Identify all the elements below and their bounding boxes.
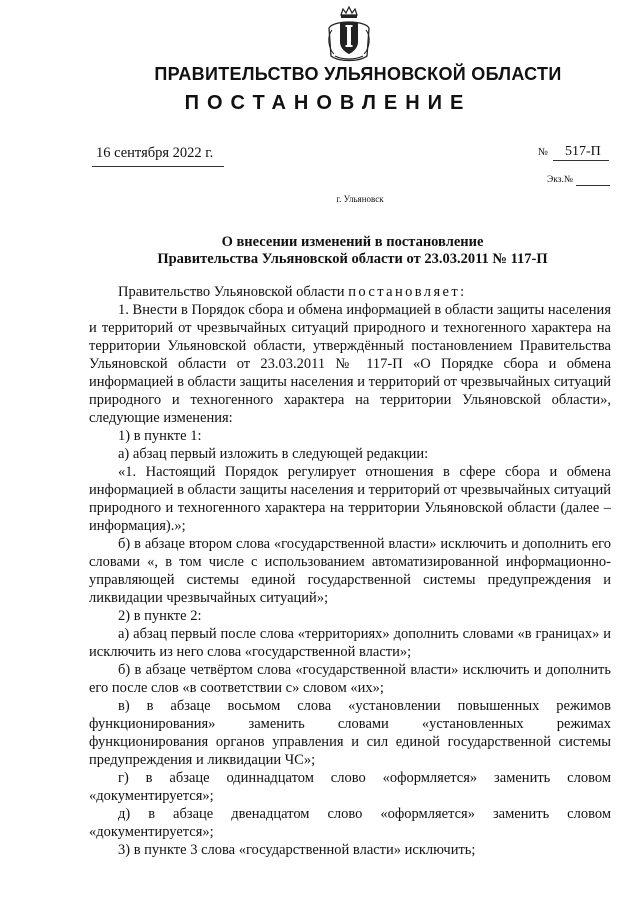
body-paragraph: 1) в пункте 1:: [118, 428, 202, 444]
document-body: [89, 283, 611, 859]
body-paragraph: б) в абзаце четвёртом слова «государственной власти» исключить и дополнить его после слов «в соответствии с» словом «их»;: [89, 662, 611, 696]
body-paragraph: в) в абзаце восьмом слова «установлении повышенных режимов функционирования» заменить словами «установленных режимах функционирования органов управления и сил единой государственной системы предупреждения и ликвидации ЧС»;: [89, 698, 611, 768]
document-date: 16 сентября 2022 г.: [96, 145, 214, 161]
document-city: г. Ульяновск: [336, 194, 384, 204]
copy-number-underline: [576, 185, 610, 186]
preamble: [89, 283, 611, 301]
title-line: О внесении изменений в постановление: [221, 234, 484, 250]
document-type: ПОСТАНОВЛЕНИЕ: [184, 92, 472, 114]
title-line: Правительства Ульяновской области от 23.03.2011 № 117-П: [157, 251, 548, 267]
body-paragraph: г) в абзаце одиннадцатом слово «оформляется» заменить словом «документируется»;: [89, 770, 611, 804]
document-title: [0, 234, 640, 268]
document-number: 517-П: [565, 144, 601, 159]
body-paragraph: 3) в пункте 3 слова «государственной власти» исключить;: [118, 842, 476, 858]
preamble-keyword: постановляет: [348, 284, 461, 300]
body-paragraph: 1. Внести в Порядок сбора и обмена информацией в области защиты населения и территорий от чрезвычайных ситуаций природного и техногенного характера на территории Ульяновской области, утверждённый постановлением Правительства Ульяновской области от 23.03.2011 № 117-П «О Порядке сбора и обмена информацией в области защиты населения и территорий от чрезвычайных ситуаций природного и техногенного характера на территории Ульяновской области», следующие изменения:: [89, 302, 611, 426]
preamble-colon: :: [460, 284, 465, 300]
copy-number-label: Экз.№: [547, 175, 573, 185]
coat-of-arms-icon: [323, 6, 375, 62]
body-paragraph: д) в абзаце двенадцатом слово «оформляется» заменить словом «документируется»;: [89, 806, 611, 840]
number-sign: №: [538, 147, 549, 158]
body-paragraph: а) абзац первый после слова «территориях» дополнить словами «в границах» и исключить из него слова «государственной власти»;: [89, 626, 611, 660]
body-paragraph: «1. Настоящий Порядок регулирует отношения в сфере сбора и обмена информацией в области защиты населения и территорий от чрезвычайных ситуаций природного и техногенного характера на территории Ульяновской области (далее – информация).»;: [89, 464, 611, 534]
preamble-text: Правительство Ульяновской области: [118, 284, 349, 300]
date-underline: [92, 166, 224, 167]
issuing-authority: ПРАВИТЕЛЬСТВО УЛЬЯНОВСКОЙ ОБЛАСТИ: [154, 64, 562, 84]
body-paragraph: б) в абзаце втором слова «государственной власти» исключить и дополнить его словами «, в том числе с использованием автоматизированной информационно-управляющей системы единой государственной системы предупреждения и ликвидации чрезвычайных ситуаций»;: [89, 536, 611, 606]
body-paragraph: 2) в пункте 2:: [118, 608, 202, 624]
number-underline: [553, 160, 609, 161]
body-paragraph: а) абзац первый изложить в следующей редакции:: [118, 446, 429, 462]
